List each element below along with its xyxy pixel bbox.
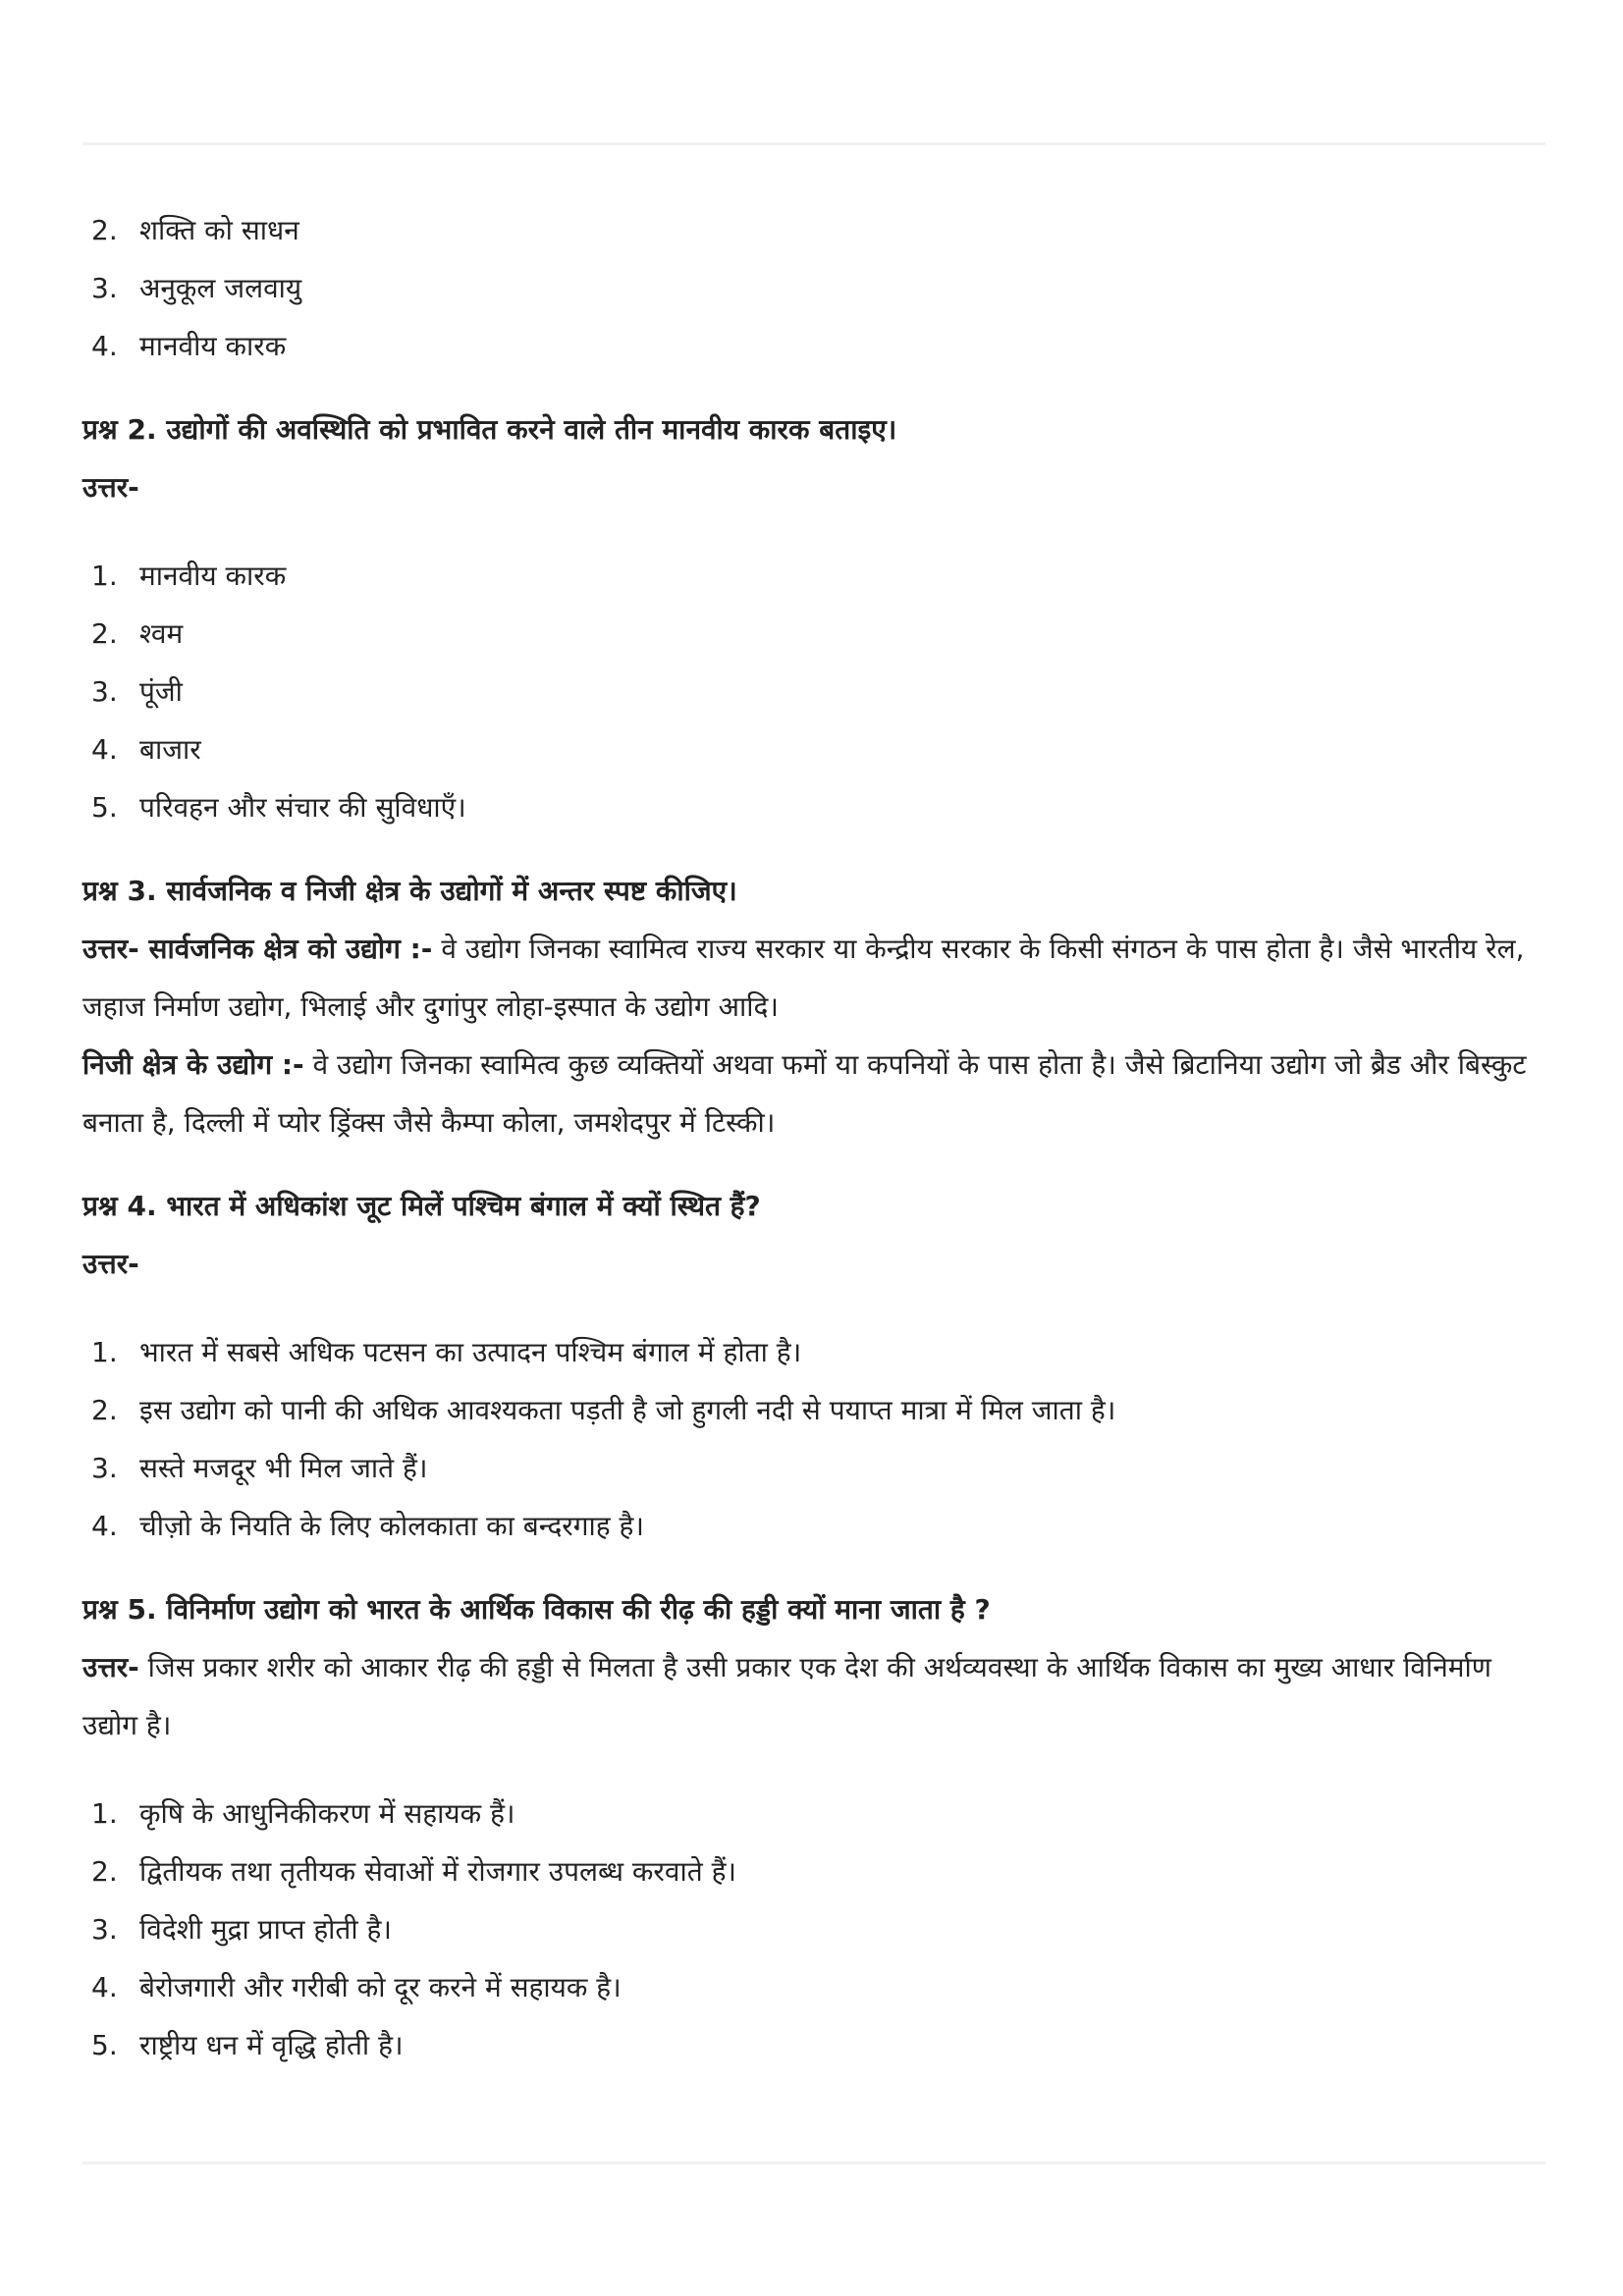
list-text: अनुकूल जलवायु <box>139 272 302 304</box>
list-number: 2. <box>91 1855 118 1888</box>
page-content <box>82 201 1545 2074</box>
list-item <box>82 259 1545 317</box>
list-number: 1. <box>91 560 118 592</box>
list-text: परिवहन और संचार की सुविधाएँ। <box>139 791 466 824</box>
list-item <box>82 1439 1545 1497</box>
answer-label-2: उत्तर- <box>82 471 139 504</box>
list-number: 3. <box>91 1452 118 1484</box>
continued-list <box>82 201 1545 375</box>
list-text: बाजार <box>139 733 201 766</box>
answer-list-2 <box>82 547 1545 836</box>
list-number: 4. <box>91 1510 118 1542</box>
answer-label-4: उत्तर- <box>82 1248 139 1280</box>
list-number: 3. <box>91 675 118 708</box>
list-text: कृषि के आधुनिकीकरण में सहायक हैं। <box>139 1797 515 1830</box>
list-item <box>82 1958 1545 2016</box>
list-number: 4. <box>91 733 118 766</box>
list-text: शक्ति को साधन <box>139 214 299 246</box>
list-number: 5. <box>91 791 118 824</box>
list-item <box>82 663 1545 721</box>
answer-list-5 <box>82 1785 1545 2074</box>
answer-paragraph-5 <box>82 1638 1545 1754</box>
answer-paragraph-3 <box>82 920 1545 1036</box>
answer-label-5: उत्तर- <box>82 1651 139 1683</box>
list-number: 3. <box>91 272 118 304</box>
list-text: भारत में सबसे अधिक पटसन का उत्पादन पश्चिम बंगाल में होता है। <box>139 1336 802 1368</box>
question-3: प्रश्न 3. सार्वजनिक व निजी क्षेत्र के उद्योगों में अन्तर स्पष्ट कीजिए। <box>82 875 737 907</box>
list-item <box>82 778 1545 836</box>
list-number: 5. <box>91 2029 118 2061</box>
list-item <box>82 605 1545 663</box>
private-sector-paragraph <box>82 1036 1545 1151</box>
question-4: प्रश्न 4. भारत में अधिकांश जूट मिलें पश्चिम बंगाल में क्यों स्थित हैं? <box>82 1190 761 1222</box>
list-number: 1. <box>91 1797 118 1830</box>
private-sector-text: वे उद्योग जिनका स्वामित्व कुछ व्यक्तियों अथवा फमों या कपनियों के पास होता है। जैसे ब्रिटानिया उद्योग जो ब्रैड और बिस्कुट बनाता है, दिल्ली में प्योर ड्रिंक्स जैसे कैम्पा कोला, जमशेदपुर में टिस्की। <box>82 1048 1527 1139</box>
top-divider <box>82 142 1545 145</box>
list-text: इस उद्योग को पानी की अधिक आवश्यकता पड़ती है जो हुगली नदी से पयाप्त मात्रा में मिल जाता है। <box>139 1394 1116 1426</box>
list-text: बेरोजगारी और गरीबी को दूर करने में सहायक है। <box>139 1971 622 2003</box>
question-5: प्रश्न 5. विनिर्माण उद्योग को भारत के आर्थिक विकास की रीढ़ की हड्डी क्यों माना जाता है ? <box>82 1593 991 1626</box>
list-text: सस्ते मजदूर भी मिल जाते हैं। <box>139 1452 428 1484</box>
list-text: मानवीय कारक <box>139 560 287 592</box>
list-number: 1. <box>91 1336 118 1368</box>
list-item <box>82 721 1545 778</box>
private-sector-label: निजी क्षेत्र के उद्योग :- <box>82 1048 304 1081</box>
answer-label-3: उत्तर- सार्वजनिक क्षेत्र को उद्योग :- <box>82 933 433 965</box>
list-item <box>82 547 1545 605</box>
list-text: राष्ट्रीय धन में वृद्धि होती है। <box>139 2029 404 2061</box>
list-text: विदेशी मुद्रा प्राप्त होती है। <box>139 1913 393 1946</box>
question-2: प्रश्न 2. उद्योगों की अवस्थिति को प्रभावित करने वाले तीन मानवीय कारक बताइए। <box>82 413 897 446</box>
list-item <box>82 1785 1545 1842</box>
list-text: चीज़ो के नियति के लिए कोलकाता का बन्दरगाह है। <box>139 1510 645 1542</box>
list-text: मानवीय कारक <box>139 330 287 362</box>
list-number: 2. <box>91 214 118 246</box>
list-number: 4. <box>91 1971 118 2003</box>
list-item <box>82 1323 1545 1381</box>
answer-text-3: वे उद्योग जिनका स्वामित्व राज्य सरकार या केन्द्रीय सरकार के किसी संगठन के पास होता है। जैसे भारतीय रेल, जहाज निर्माण उद्योग, भिलाई और दुगांपुर लोहा-इस्पात के उद्योग आदि। <box>82 933 1525 1023</box>
list-text: द्वितीयक तथा तृतीयक सेवाओं में रोजगार उपलब्ध करवाते हैं। <box>139 1855 737 1888</box>
list-number: 2. <box>91 617 118 650</box>
list-item <box>82 1842 1545 1900</box>
list-text: श्वम <box>139 617 184 650</box>
bottom-divider <box>82 2162 1545 2164</box>
answer-list-4 <box>82 1323 1545 1555</box>
list-item <box>82 1497 1545 1555</box>
list-item <box>82 2016 1545 2074</box>
list-item <box>82 317 1545 375</box>
list-text: पूंजी <box>139 675 183 708</box>
list-number: 3. <box>91 1913 118 1946</box>
list-item <box>82 201 1545 259</box>
list-item <box>82 1381 1545 1439</box>
list-item <box>82 1900 1545 1958</box>
list-number: 4. <box>91 330 118 362</box>
list-number: 2. <box>91 1394 118 1426</box>
answer-text-5: जिस प्रकार शरीर को आकार रीढ़ की हड्डी से मिलता है उसी प्रकार एक देश की अर्थव्यवस्था के आर्थिक विकास का मुख्य आधार विनिर्माण उद्योग है। <box>82 1651 1492 1741</box>
